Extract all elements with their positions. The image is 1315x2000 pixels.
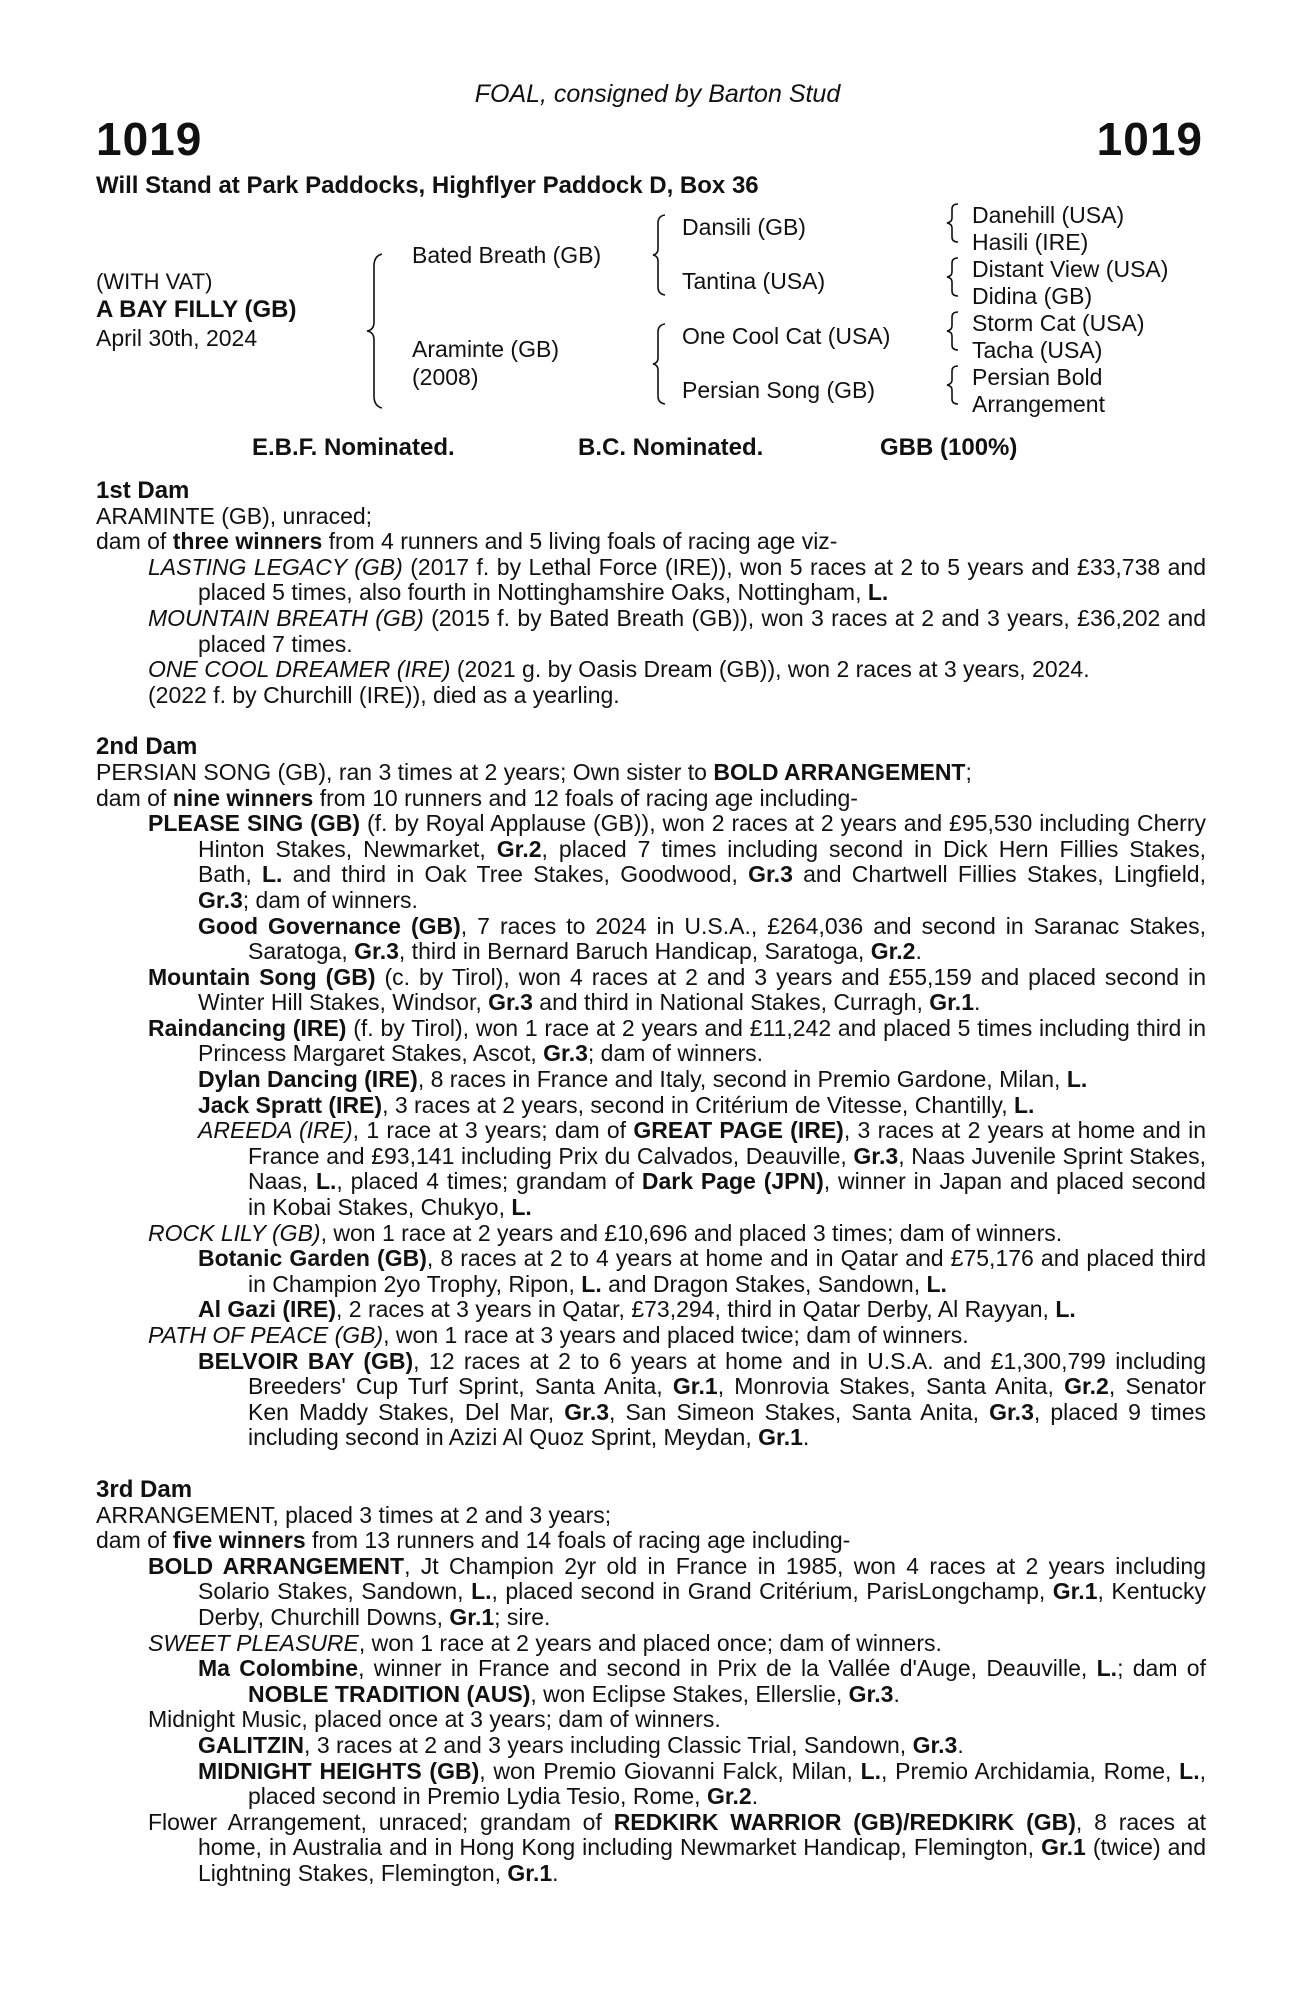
produce-entry: PATH OF PEACE (GB), won 1 race at 3 years and placed twice; dam of winners. bbox=[148, 1322, 969, 1348]
produce-entry: Mountain Song (GB) (c. by Tirol), won 4 races at 2 and 3 years and £55,159 and placed second in Winter Hill Stakes, Windsor, Gr.3 and third in National Stakes, Curragh, Gr.1. bbox=[148, 963, 1206, 1016]
foaling-date: April 30th, 2024 bbox=[96, 325, 258, 351]
consignment-line: FOAL, consigned by Barton Stud bbox=[474, 80, 841, 108]
produce-entry: Raindancing (IRE) (f. by Tirol), won 1 race at 2 years and £11,242 and placed 5 times including third in Princess Margaret Stakes, Ascot, Gr.3; dam of winners. bbox=[148, 1014, 1207, 1067]
dam-lines bbox=[96, 478, 1206, 1886]
produce-entry: PLEASE SING (GB) (f. by Royal Applause (GB)), won 2 races at 2 years and £95,530 including Cherry Hinton Stakes, Newmarket, Gr.2, placed 7 times including second in Dick Hern Fillies Stakes, Bath, L. and third in Oak Tree Stakes, Goodwood, Gr.3 and Chartwell Fillies Stakes, Lingfield, Gr.3; dam of winners. bbox=[148, 810, 1206, 913]
first-dam-heading: 1st Dam bbox=[96, 477, 190, 504]
sire-sire: Dansili (GB) bbox=[682, 214, 806, 240]
great-grandparent-4: Didina (GB) bbox=[972, 283, 1093, 309]
first-dam-text: ARAMINTE (GB), unraced; bbox=[96, 502, 373, 529]
pedigree-brace-g3 bbox=[944, 310, 962, 352]
vat-label: (WITH VAT) bbox=[96, 269, 213, 294]
third-dam-heading: 3rd Dam bbox=[96, 1475, 193, 1503]
produce-entry: Midnight Music, placed once at 3 years; dam of winners. bbox=[148, 1706, 721, 1733]
produce-entry: ROCK LILY (GB), won 1 race at 2 years and £10,696 and placed 3 times; dam of winners. bbox=[148, 1219, 1063, 1246]
great-grandparent-6: Tacha (USA) bbox=[972, 337, 1103, 363]
produce-entry: Jack Spratt (IRE), 3 races at 2 years, second in Critérium de Vitesse, Chantilly, L. bbox=[198, 1091, 1035, 1118]
dam-dam: Persian Song (GB) bbox=[682, 377, 876, 403]
pedigree-brace-main bbox=[364, 252, 388, 410]
produce-entry: MIDNIGHT HEIGHTS (GB), won Premio Giovanni Falck, Milan, L., Premio Archidamia, Rome, L., placed second in Premio Lydia Tesio, Rome, Gr.2. bbox=[198, 1757, 1206, 1810]
second-dam-summary: dam of nine winners from 10 runners and 12 foals of racing age including- bbox=[96, 784, 858, 811]
produce-entry: BOLD ARRANGEMENT, Jt Champion 2yr old in France in 1985, won 4 races at 2 years including Solario Stakes, Sandown, L., placed second in Grand Critérium, ParisLongchamp, Gr.1, Kentucky Derby, Churchill Downs, Gr.1; sire. bbox=[148, 1552, 1206, 1630]
stand-location: Will Stand at Park Paddocks, Highflyer Paddock D, Box 36 bbox=[96, 172, 759, 199]
great-grandparent-7: Persian Bold bbox=[972, 364, 1103, 390]
produce-entry: Dylan Dancing (IRE), 8 races in France and Italy, second in Premio Gardone, Milan, L. bbox=[198, 1066, 1088, 1093]
second-dam-heading: 2nd Dam bbox=[96, 733, 198, 761]
lot-number-left: 1019 bbox=[96, 113, 203, 165]
pedigree-brace-dam bbox=[650, 322, 670, 406]
produce-entry: ONE COOL DREAMER (IRE) (2021 g. by Oasis Dream (GB)), won 2 races at 3 years, 2024. bbox=[148, 656, 1090, 683]
lot-number-right: 1019 bbox=[1096, 113, 1203, 165]
subject-block bbox=[96, 268, 296, 352]
bc-nomination: B.C. Nominated. bbox=[578, 434, 764, 461]
dam-sire: One Cool Cat (USA) bbox=[682, 323, 891, 349]
pedigree-brace-g2 bbox=[944, 256, 962, 298]
great-grandparent-8: Arrangement bbox=[972, 391, 1105, 417]
produce-entry: Al Gazi (IRE), 2 races at 3 years in Qatar, £73,294, third in Qatar Derby, Al Rayyan, L. bbox=[198, 1296, 1076, 1323]
sire: Bated Breath (GB) bbox=[412, 242, 602, 268]
produce-entry: BELVOIR BAY (GB), 12 races at 2 to 6 years at home and in U.S.A. and £1,300,799 including Breeders' Cup Turf Sprint, Santa Anita, Gr.1, Monrovia Stakes, Santa Anita, Gr.2, Senator Ken Maddy Stakes, Del Mar, Gr.3, San Simeon Stakes, Santa Anita, Gr.3, placed 9 times including second in Azizi Al Quoz Sprint, Meydan, Gr.1. bbox=[198, 1347, 1206, 1451]
pedigree-brace-sire bbox=[650, 213, 670, 297]
great-grandparent-1: Danehill (USA) bbox=[972, 202, 1125, 228]
pedigree-brace-g4 bbox=[944, 364, 962, 406]
ebf-nomination: E.B.F. Nominated. bbox=[252, 434, 455, 461]
great-grandparent-2: Hasili (IRE) bbox=[972, 229, 1089, 255]
great-grandparent-3: Distant View (USA) bbox=[972, 256, 1169, 282]
third-dam-summary: dam of five winners from 13 runners and 14 foals of racing age including- bbox=[96, 1527, 851, 1554]
produce-entry: AREEDA (IRE), 1 race at 3 years; dam of GREAT PAGE (IRE), 3 races at 2 years at home and in France and £93,141 including Prix du Calvados, Deauville, Gr.3, Naas Juvenile Sprint Stakes, Naas, L., placed 4 times; grandam of Dark Page (JPN), winner in Japan and placed second in Kobai Stakes, Chukyo, L. bbox=[198, 1117, 1206, 1221]
great-grandparent-5: Storm Cat (USA) bbox=[972, 310, 1145, 336]
second-dam-text: PERSIAN SONG (GB), ran 3 times at 2 years; Own sister to BOLD ARRANGEMENT; bbox=[96, 758, 972, 785]
pedigree-brace-g1 bbox=[944, 202, 962, 244]
produce-entry: Ma Colombine, winner in France and second in Prix de la Vallée d'Auge, Deauville, L.; dam of NOBLE TRADITION (AUS), won Eclipse Stakes, Ellerslie, Gr.3. bbox=[198, 1655, 1206, 1707]
produce-entry: GALITZIN, 3 races at 2 and 3 years including Classic Trial, Sandown, Gr.3. bbox=[198, 1731, 964, 1758]
produce-entry: (2022 f. by Churchill (IRE)), died as a yearling. bbox=[148, 681, 620, 708]
sire-dam: Tantina (USA) bbox=[682, 268, 826, 294]
produce-entry: Flower Arrangement, unraced; grandam of REDKIRK WARRIOR (GB)/REDKIRK (GB), 8 races at home, in Australia and in Hong Kong including Newmarket Handicap, Flemington, Gr.1 (twice) and Lightning Stakes, Flemington, Gr.1. bbox=[148, 1808, 1207, 1886]
produce-entry: SWEET PLEASURE, won 1 race at 2 years and placed once; dam of winners. bbox=[148, 1629, 942, 1656]
horse-name: A BAY FILLY (GB) bbox=[96, 296, 297, 323]
first-dam-summary: dam of three winners from 4 runners and 5 living foals of racing age viz- bbox=[96, 528, 838, 555]
produce-entry: MOUNTAIN BREATH (GB) (2015 f. by Bated Breath (GB)), won 3 races at 2 and 3 years, £36,202 and placed 7 times. bbox=[148, 604, 1206, 657]
produce-entry: Botanic Garden (GB), 8 races at 2 to 4 years at home and in Qatar and £75,176 and placed third in Champion 2yo Trophy, Ripon, L. and Dragon Stakes, Sandown, L. bbox=[198, 1245, 1206, 1297]
dam: Araminte (GB) bbox=[412, 336, 559, 362]
produce-entry: Good Governance (GB), 7 races to 2024 in U.S.A., £264,036 and second in Saranac Stakes, Saratoga, Gr.3, third in Bernard Baruch Handicap, Saratoga, Gr.2. bbox=[198, 912, 1206, 965]
dam-year: (2008) bbox=[412, 364, 479, 390]
produce-entry: LASTING LEGACY (GB) (2017 f. by Lethal Force (IRE)), won 5 races at 2 to 5 years and £33,738 and placed 5 times, also fourth in Nottinghamshire Oaks, Nottingham, L. bbox=[148, 553, 1207, 606]
third-dam-text: ARRANGEMENT, placed 3 times at 2 and 3 years; bbox=[96, 1501, 612, 1528]
gbb-percentage: GBB (100%) bbox=[880, 434, 1018, 461]
